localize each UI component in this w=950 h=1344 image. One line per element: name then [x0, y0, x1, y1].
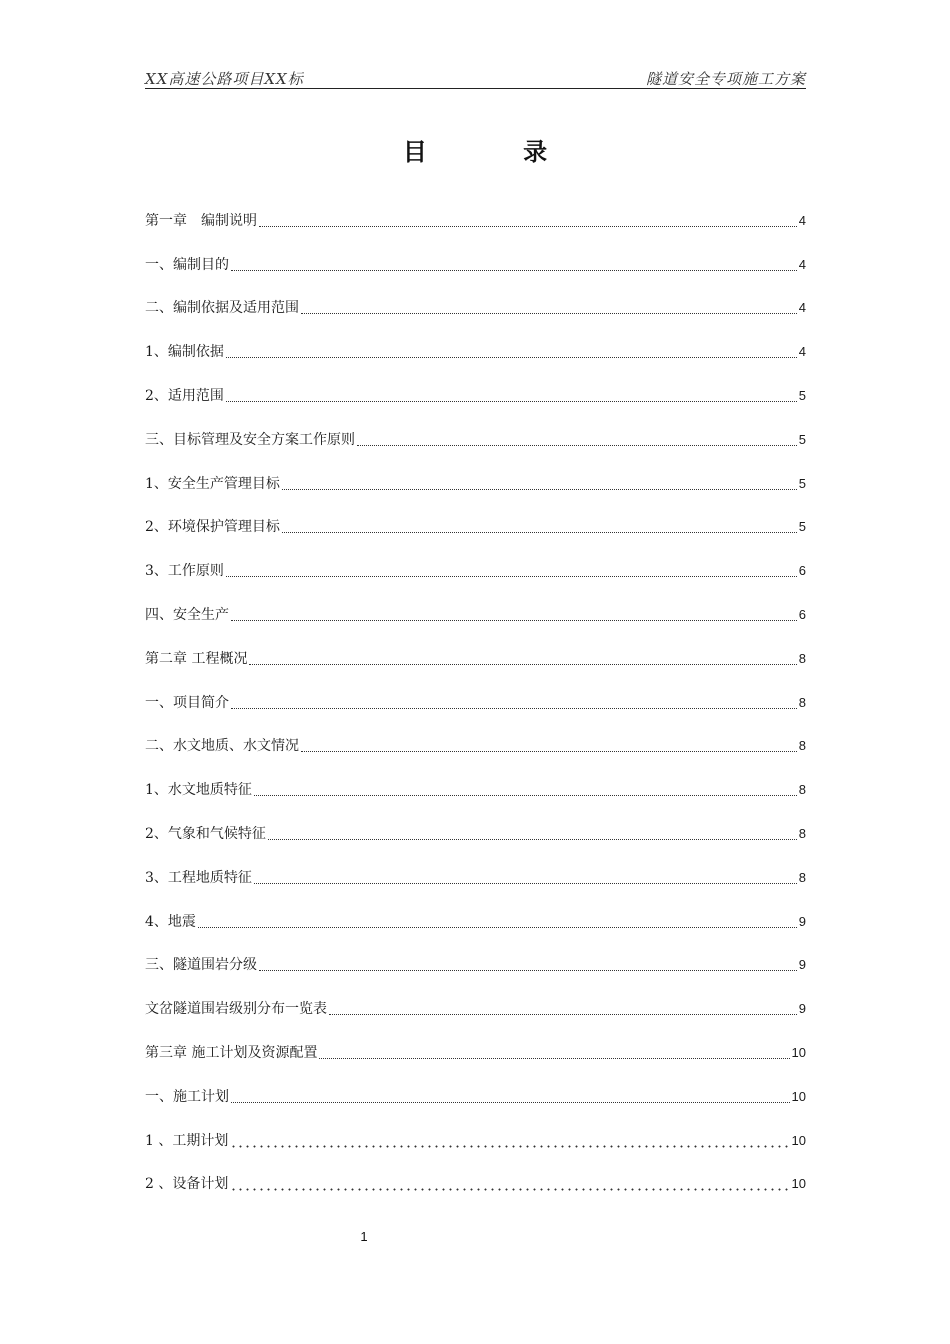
- toc-entry-label: 二、水文地质、水文情况: [145, 738, 299, 755]
- toc-entry-page: 9: [798, 1001, 806, 1017]
- toc-entry-label: 1、水文地质特征: [145, 782, 252, 799]
- toc-entry-label: 1 、工期计划: [145, 1132, 229, 1149]
- header-document-title: 隧道安全专项施工方案: [645, 70, 806, 88]
- toc-entry-page: 6: [798, 563, 806, 579]
- toc-entry-label: 1、安全生产管理目标: [145, 475, 280, 492]
- toc-entry[interactable]: [145, 760, 806, 804]
- toc-dot-leader: [230, 1145, 789, 1148]
- toc-entry-label: 三、目标管理及安全方案工作原则: [145, 431, 355, 448]
- toc-entry-page: 8: [798, 694, 806, 710]
- toc-entry-page: 8: [798, 825, 806, 841]
- toc-entry-page: 4: [798, 300, 806, 316]
- toc-dot-leader: [357, 444, 797, 446]
- toc-entry-page: 8: [798, 869, 806, 885]
- footer-page-number: 1: [360, 1229, 368, 1244]
- toc-entry-page: 10: [791, 1088, 806, 1104]
- toc-entry[interactable]: [145, 366, 806, 410]
- toc-entry[interactable]: [145, 1155, 806, 1199]
- toc-entry-page: 8: [798, 738, 806, 754]
- toc-dot-leader: [259, 969, 797, 971]
- toc-dot-leader: [319, 1057, 789, 1059]
- toc-entry[interactable]: [145, 541, 806, 585]
- toc-entry-label: 文岔隧道围岩级别分布一览表: [145, 1001, 327, 1018]
- toc-entry-label: 4、地震: [145, 913, 196, 930]
- toc-entry[interactable]: [145, 235, 806, 279]
- toc-entry-label: 3、工程地质特征: [145, 869, 252, 886]
- toc-entry[interactable]: [145, 1067, 806, 1111]
- toc-entry-label: 2、适用范围: [145, 387, 224, 404]
- toc-entry[interactable]: [145, 673, 806, 717]
- table-of-contents: [145, 191, 806, 1198]
- toc-entry-label: 第一章 编制说明: [145, 212, 257, 229]
- toc-dot-leader: [329, 1013, 797, 1015]
- header-project-name: XX高速公路项目XX标: [145, 70, 304, 88]
- toc-entry[interactable]: [145, 498, 806, 542]
- toc-entry-label: 1、编制依据: [145, 344, 224, 361]
- toc-dot-leader: [198, 926, 797, 928]
- toc-entry-label: 二、编制依据及适用范围: [145, 300, 299, 317]
- toc-dot-leader: [230, 1188, 789, 1191]
- toc-entry-label: 一、编制目的: [145, 256, 229, 273]
- toc-entry-label: 2、气象和气候特征: [145, 825, 266, 842]
- toc-entry[interactable]: [145, 979, 806, 1023]
- toc-entry-label: 四、安全生产: [145, 606, 229, 623]
- toc-entry[interactable]: [145, 191, 806, 235]
- toc-entry[interactable]: [145, 848, 806, 892]
- toc-dot-leader: [259, 225, 797, 227]
- toc-entry[interactable]: [145, 1111, 806, 1155]
- toc-dot-leader: [301, 750, 797, 752]
- toc-entry[interactable]: [145, 629, 806, 673]
- toc-dot-leader: [231, 707, 797, 709]
- toc-dot-leader: [231, 1101, 790, 1103]
- toc-entry-page: 8: [798, 650, 806, 666]
- toc-entry-page: 5: [798, 431, 806, 447]
- toc-entry-label: 三、隧道围岩分级: [145, 957, 257, 974]
- toc-entry-label: 一、施工计划: [145, 1088, 229, 1105]
- toc-dot-leader: [226, 575, 797, 577]
- toc-entry[interactable]: [145, 717, 806, 761]
- toc-entry-label: 2 、设备计划: [145, 1176, 229, 1193]
- toc-entry-page: 10: [791, 1044, 806, 1060]
- toc-entry[interactable]: [145, 1023, 806, 1067]
- toc-entry[interactable]: [145, 936, 806, 980]
- toc-entry[interactable]: [145, 410, 806, 454]
- toc-dot-leader: [231, 269, 797, 271]
- toc-entry[interactable]: [145, 892, 806, 936]
- toc-dot-leader: [282, 488, 797, 490]
- toc-title: 目 录: [402, 137, 592, 166]
- toc-dot-leader: [226, 400, 797, 402]
- toc-entry-page: 8: [798, 782, 806, 798]
- toc-entry-page: 5: [798, 475, 806, 491]
- toc-entry-label: 一、项目简介: [145, 694, 229, 711]
- toc-entry-page: 4: [798, 344, 806, 360]
- toc-entry[interactable]: [145, 322, 806, 366]
- toc-entry[interactable]: [145, 585, 806, 629]
- toc-dot-leader: [231, 619, 797, 621]
- toc-entry-label: 第二章 工程概况: [145, 650, 248, 667]
- toc-entry-page: 6: [798, 606, 806, 622]
- toc-dot-leader: [254, 882, 797, 884]
- toc-dot-leader: [226, 356, 797, 358]
- toc-dot-leader: [249, 663, 796, 665]
- toc-entry-label: 2、环境保护管理目标: [145, 519, 280, 536]
- toc-entry[interactable]: [145, 454, 806, 498]
- toc-dot-leader: [282, 531, 797, 533]
- toc-entry-page: 10: [791, 1176, 806, 1192]
- page-header: [145, 66, 806, 89]
- toc-entry-page: 4: [798, 256, 806, 272]
- toc-dot-leader: [254, 794, 797, 796]
- toc-entry-page: 10: [791, 1132, 806, 1148]
- toc-entry-page: 9: [798, 913, 806, 929]
- toc-entry[interactable]: [145, 279, 806, 323]
- toc-entry-label: 第三章 施工计划及资源配置: [145, 1044, 318, 1061]
- toc-entry-page: 5: [798, 387, 806, 403]
- toc-entry-page: 9: [798, 957, 806, 973]
- toc-entry-page: 5: [798, 519, 806, 535]
- toc-entry[interactable]: [145, 804, 806, 848]
- toc-entry-page: 4: [798, 212, 806, 228]
- toc-dot-leader: [268, 838, 797, 840]
- toc-dot-leader: [301, 312, 797, 314]
- toc-entry-label: 3、工作原则: [145, 563, 224, 580]
